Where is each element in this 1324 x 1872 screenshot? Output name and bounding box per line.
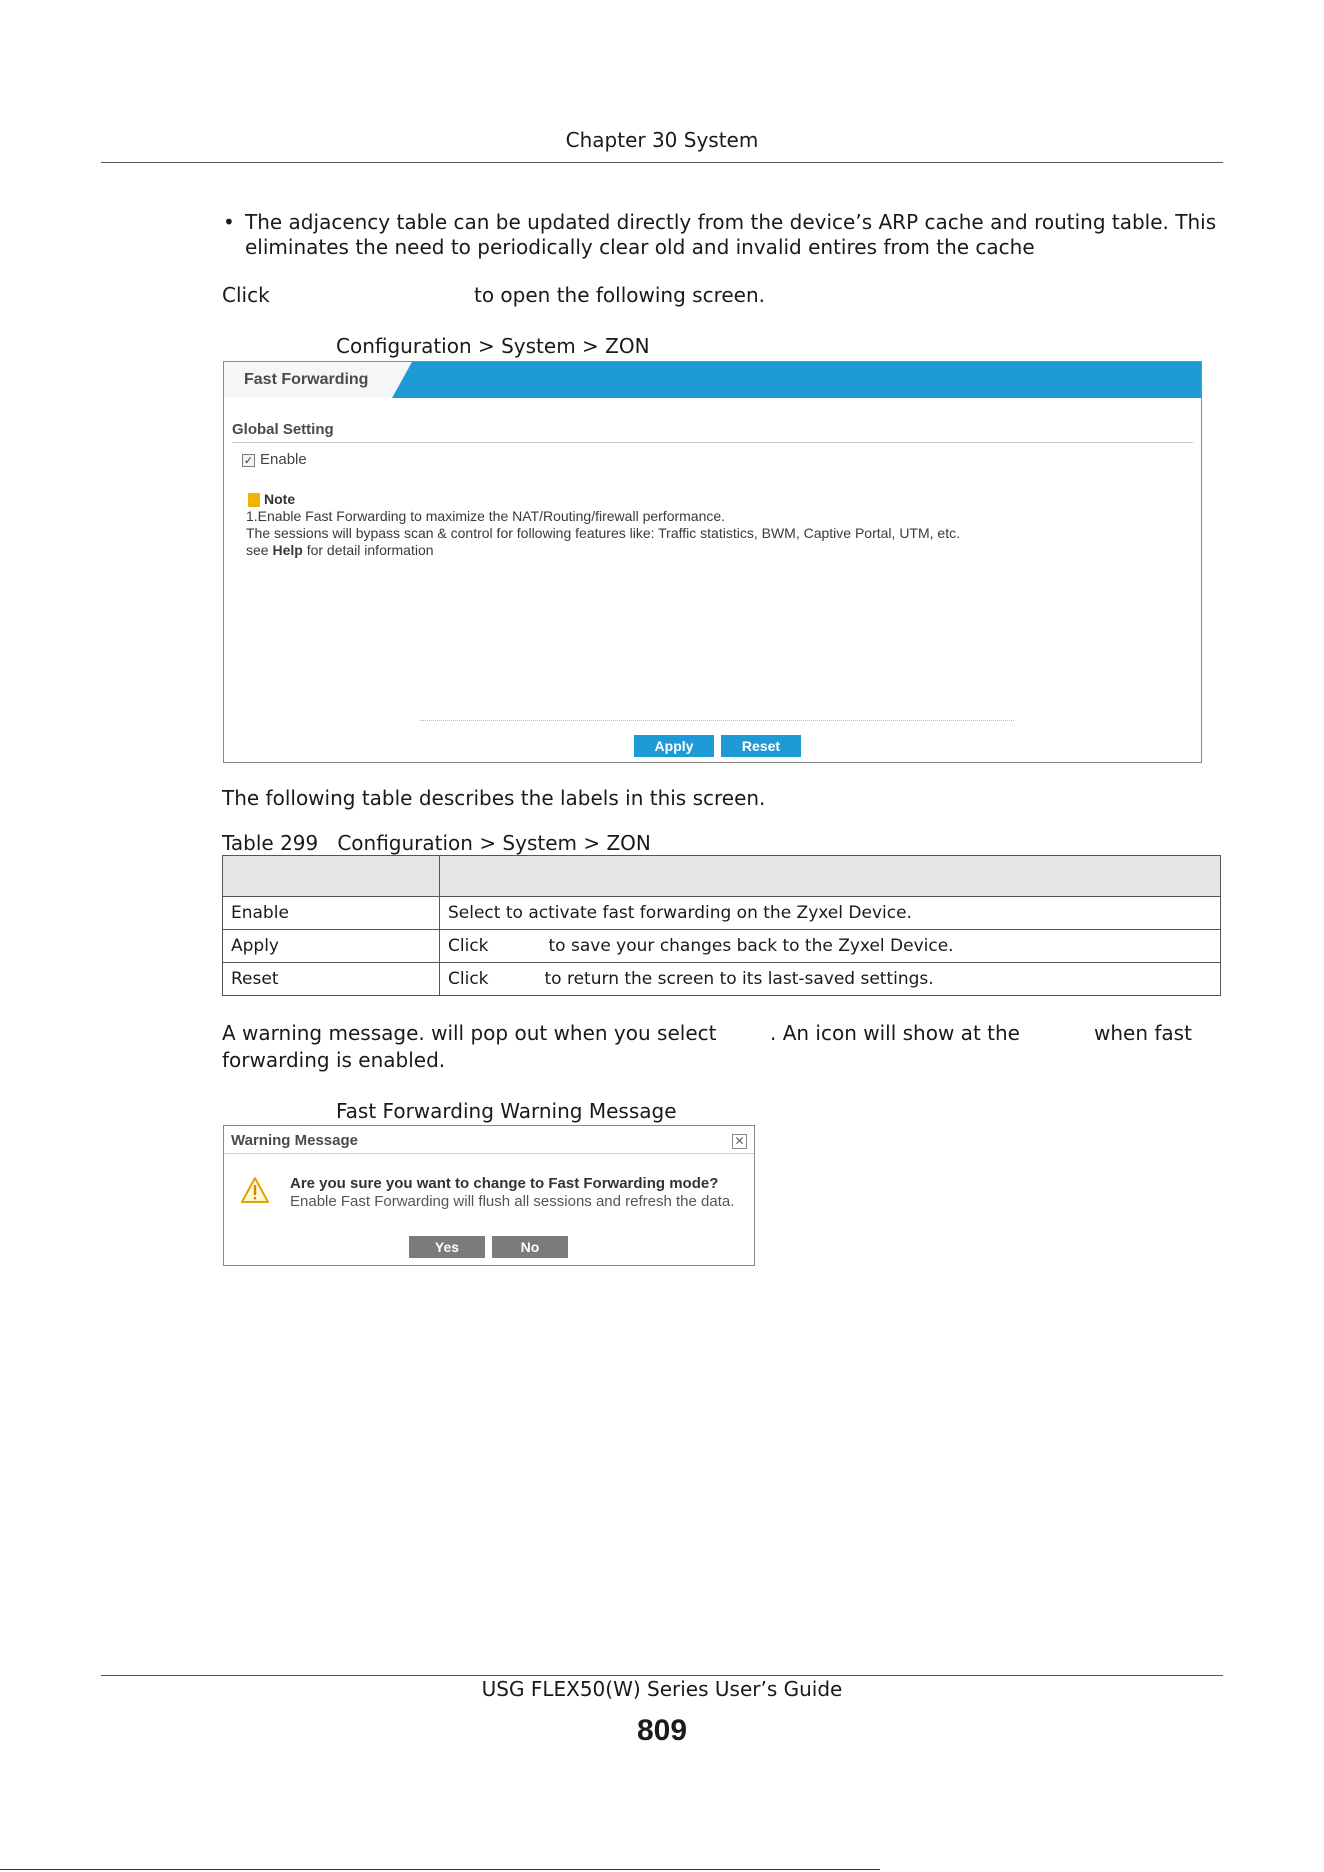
warning-text-line-2: forwarding is enabled. (222, 1048, 446, 1072)
reset-button[interactable]: Reset (721, 735, 801, 757)
note-line-2: The sessions will bypass scan & control for following features like: Traffic statistics, BWM, Captive Portal, UTM, etc. (246, 525, 960, 541)
note-line-3 (246, 542, 434, 558)
page-number: 809 (636, 1714, 688, 1747)
row-description (440, 963, 1221, 996)
no-button[interactable]: No (492, 1236, 568, 1258)
dialog-title: Warning Message (231, 1132, 358, 1149)
table-intro: The following table describes the labels in this screen. (222, 786, 766, 810)
bullet-line-2: eliminates the need to periodically clear old and invalid entires from the cache (245, 235, 1035, 259)
apply-button[interactable]: Apply (634, 735, 714, 757)
note-icon (248, 493, 260, 507)
tab-fast-forwarding[interactable]: Fast Forwarding (224, 362, 392, 398)
click-instruction-start: Click (222, 283, 270, 307)
table-header-description (440, 856, 1221, 897)
bottom-edge-line (0, 1869, 880, 1870)
row-description: Select to activate fast forwarding on the Zyxel Device. (440, 897, 1221, 930)
warning-dialog (223, 1125, 755, 1266)
figure-caption: Fast Forwarding Warning Message (336, 1099, 677, 1123)
section-title: Global Setting (232, 421, 334, 438)
table-row (223, 897, 1221, 930)
warning-text-part-3: when fast (1094, 1021, 1192, 1045)
dialog-detail: Enable Fast Forwarding will flush all sessions and refresh the data. (290, 1193, 735, 1210)
header-divider (101, 162, 1223, 163)
button-divider (420, 720, 1014, 721)
row-description-prefix: Click (448, 936, 489, 956)
row-description-prefix: Click (448, 969, 489, 989)
row-label: Enable (223, 897, 440, 930)
tab-edge (392, 362, 412, 398)
help-link[interactable]: Help (272, 542, 303, 558)
warning-triangle-icon (240, 1176, 270, 1204)
row-label: Reset (223, 963, 440, 996)
fast-forwarding-screen (223, 361, 1202, 763)
footer-divider (101, 1675, 1223, 1676)
running-header: Chapter 30 System (565, 128, 759, 152)
table-row (223, 930, 1221, 963)
close-icon[interactable]: ✕ (732, 1134, 747, 1149)
guide-title: USG FLEX50(W) Series User’s Guide (481, 1677, 843, 1701)
yes-button[interactable]: Yes (409, 1236, 485, 1258)
dialog-title-divider (224, 1153, 754, 1154)
bullet-dot: • (223, 210, 235, 234)
row-description (440, 930, 1221, 963)
row-label: Apply (223, 930, 440, 963)
enable-checkbox[interactable]: ✓ (243, 454, 254, 467)
row-description-suffix: to return the screen to its last-saved settings. (544, 969, 934, 989)
warning-text-part-2: . An icon will show at the (770, 1021, 1020, 1045)
table-caption: Table 299 Configuration > System > ZON (222, 831, 651, 855)
table-header-row (223, 856, 1221, 897)
labels-table (222, 855, 1221, 996)
dialog-question: Are you sure you want to change to Fast Forwarding mode? (290, 1175, 719, 1192)
enable-label: Enable (260, 451, 307, 468)
note-see: see (246, 542, 269, 558)
note-detail: for detail information (306, 542, 434, 558)
warning-text-part-1: A warning message. will pop out when you select (222, 1021, 717, 1045)
table-row (223, 963, 1221, 996)
note-title: Note (264, 491, 296, 507)
figure-caption: Configuration > System > ZON (336, 334, 650, 358)
note-line-1: 1.Enable Fast Forwarding to maximize the NAT/Routing/firewall performance. (246, 508, 726, 524)
bullet-line-1: The adjacency table can be updated directly from the device’s ARP cache and routing table. This (245, 210, 1217, 234)
row-description-suffix: to save your changes back to the Zyxel Device. (548, 936, 954, 956)
click-instruction-rest: to open the following screen. (474, 283, 765, 307)
section-divider (232, 442, 1193, 443)
table-header-label (223, 856, 440, 897)
